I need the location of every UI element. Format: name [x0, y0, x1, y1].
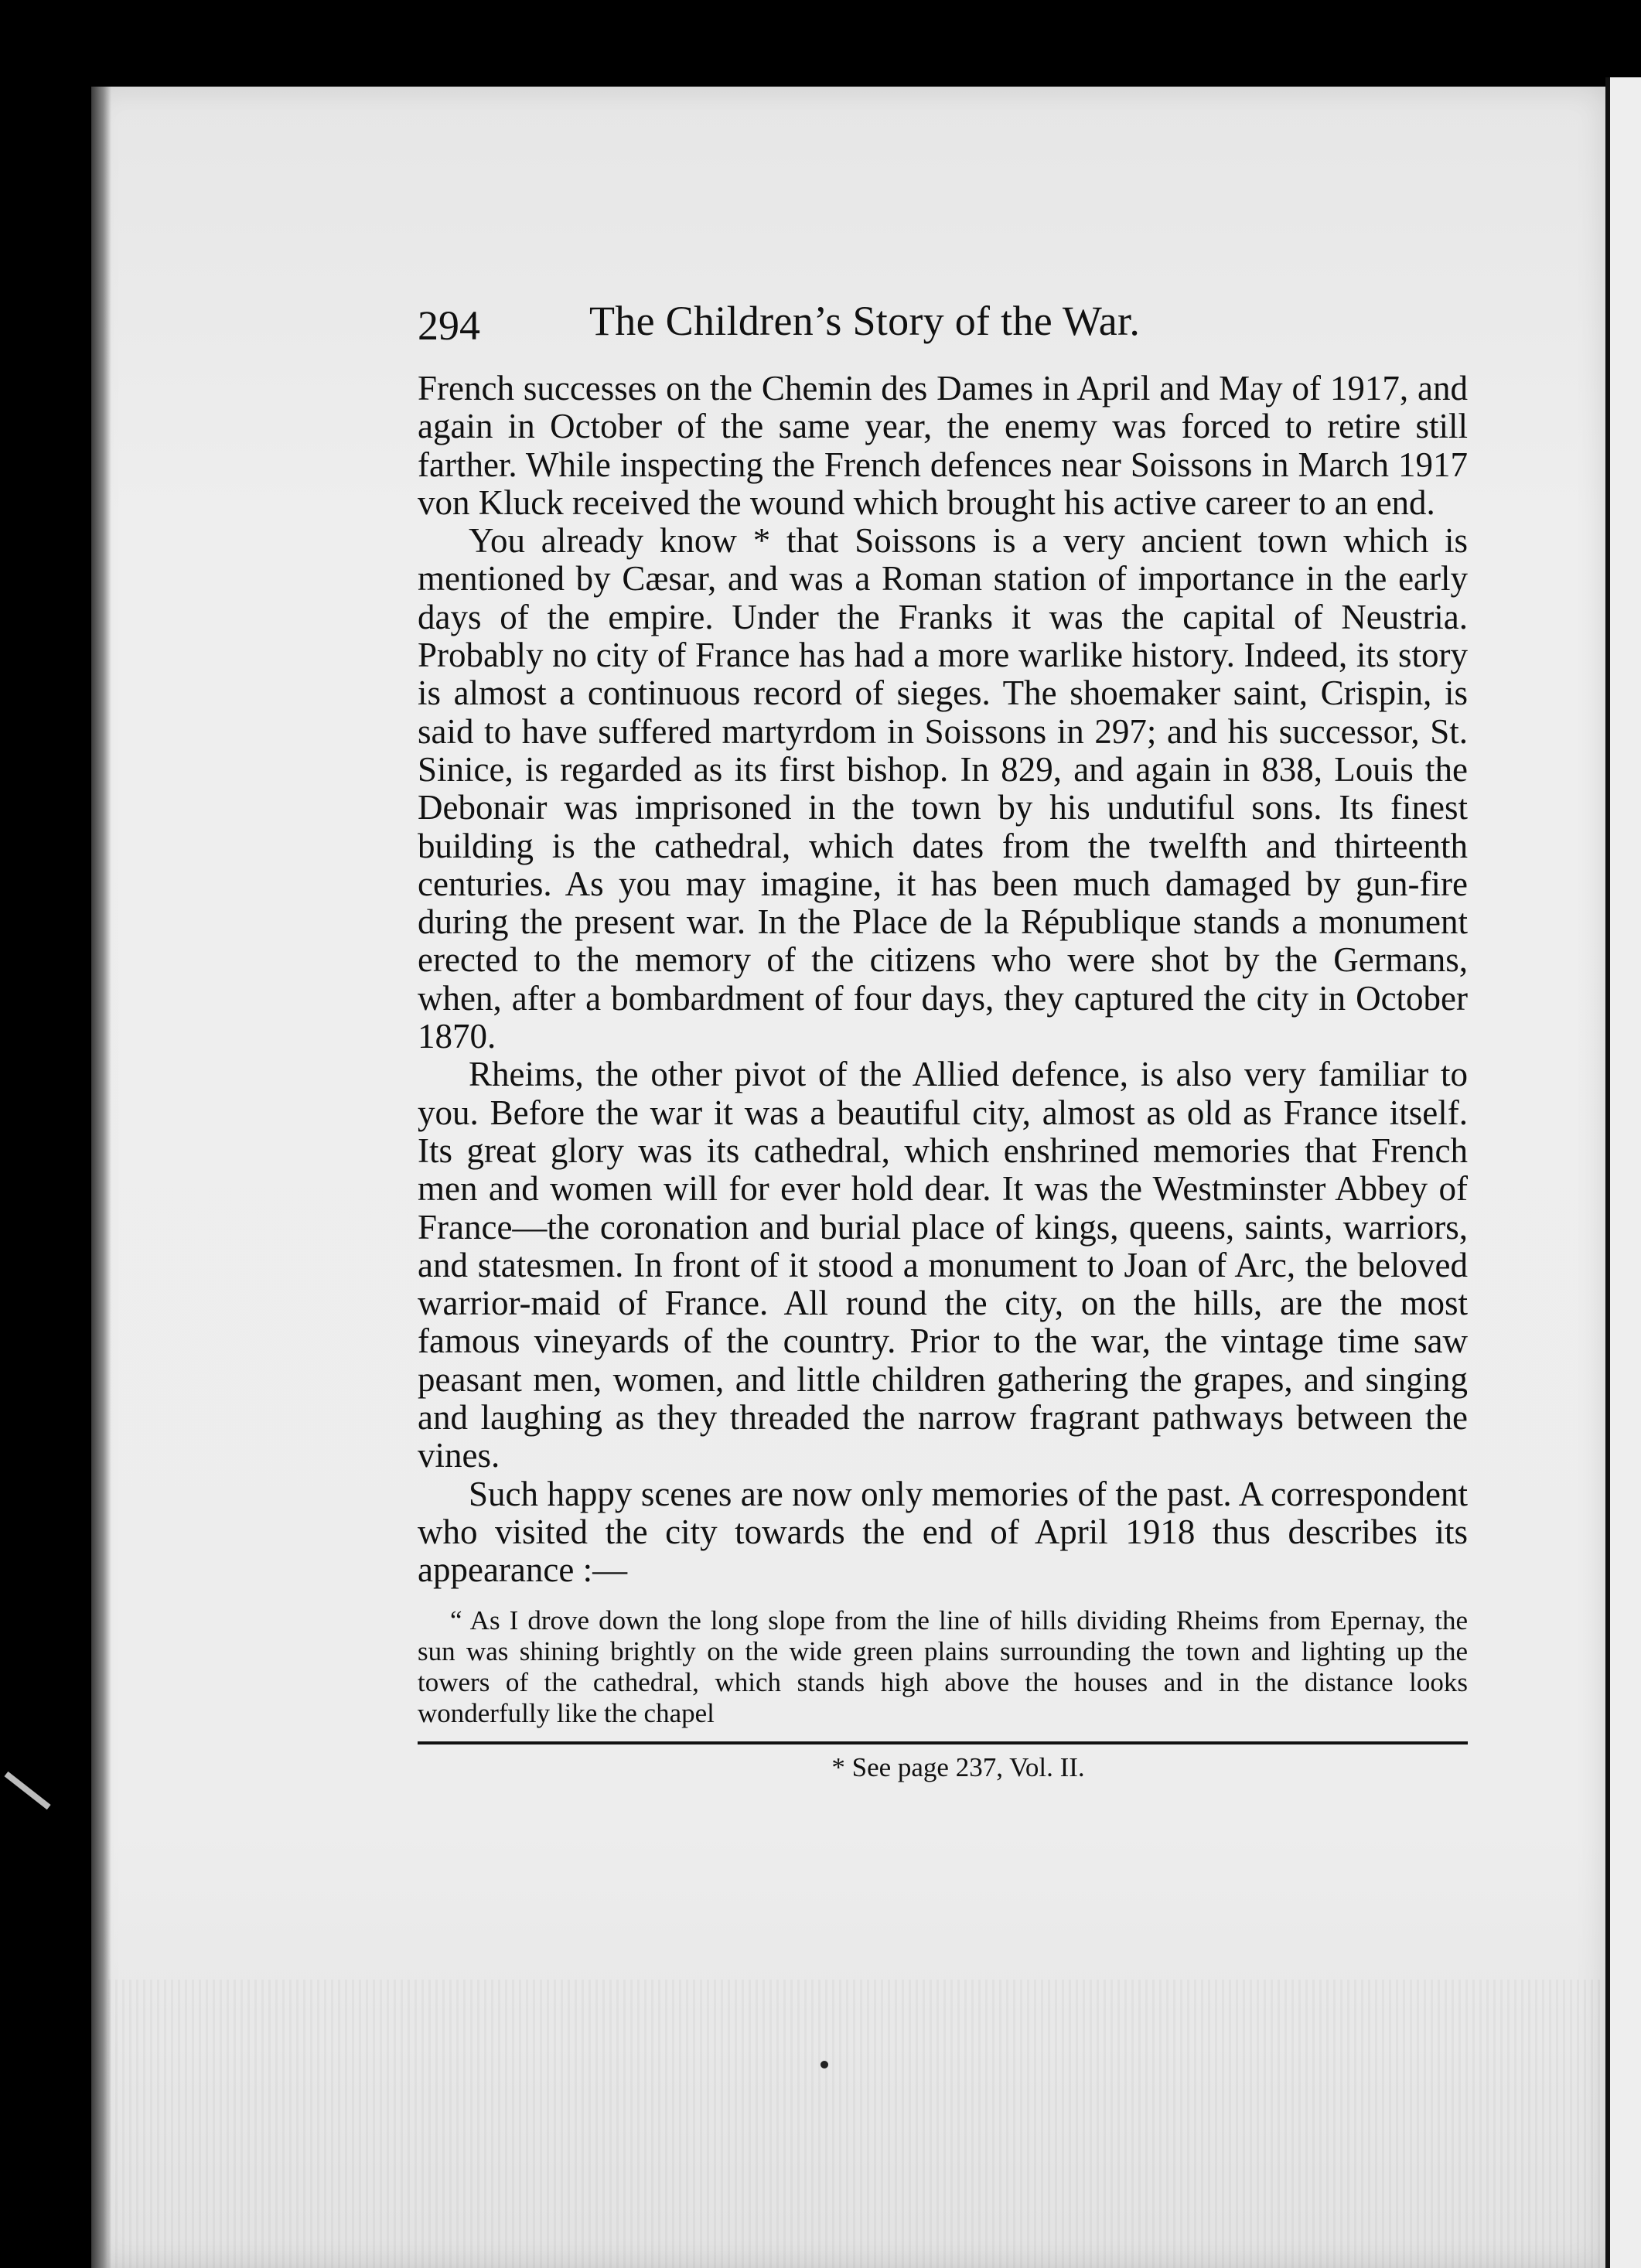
paragraph-rheims: Rheims, the other pivot of the Allied defence, is also very familiar to you. Before the war it was a beautiful city, almost as old as France itself. Its great glory was its cathedral, which enshrined memories that French men and women will for ever hold dear. It was the Westminster Abbey of France—the coronation and burial place of kings, queens, saints, warriors, and statesmen. In front of it stood a monument to Joan of Arc, the beloved warrior-maid of France. All round the city, on the hills, are the most famous vineyards of the country. Prior to the war, the vintage time saw peasant men, women, and little children gathering the grapes, and singing and laughing as they threaded the narrow fragrant pathways between the vines. — [418, 1055, 1468, 1475]
scan-artifact-mark — [5, 1772, 51, 1809]
ink-speck — [820, 2061, 828, 2068]
footnote-divider — [418, 1741, 1468, 1744]
paragraph-correspondent: Such happy scenes are now only memories of the past. A correspondent who visited the city towards the end of April 1918 thus describes its appearance :— — [418, 1474, 1468, 1590]
page-binding-shadow — [91, 87, 111, 2268]
paragraph-continuation: French successes on the Chemin des Dames in April and May of 1917, and again in October of the same year, the enemy was forced to retire still farther. While inspecting the French defences near Soissons in March 1917 von Kluck received the wound which brought his active career to an end. — [418, 369, 1468, 522]
running-title: The Children’s Story of the War. — [589, 298, 1141, 344]
paragraph-soissons: You already know * that Soissons is a very ancient town which is mentioned by Cæsar, and was a Roman station of importance in the early days of the empire. Under the Franks it was the capital of Neustria. Probably no city of France has had a more warlike history. Indeed, its story is almost a continuous record of sieges. The shoemaker saint, Crispin, is said to have suffered martyrdom in Soissons in 297; and his successor, St. Sinice, is regarded as its first bishop. In 829, and again in 838, Louis the Debonair was imprisoned in the town by his undutiful sons. Its finest building is the cathedral, which dates from the twelfth and thirteenth centuries. As you may imagine, it has been much damaged by gun-fire during the present war. In the Place de la République stands a monument erected to the memory of the citizens who were shot by the Germans, when, after a bombardment of four days, they captured the city in October 1870. — [418, 521, 1468, 1056]
quoted-passage: “ As I drove down the long slope from the line of hills dividing Rheims from Epernay, the sun was shining brightly on the wide green plains surrounding the town and lighting up the towers of the cathedral, which stands high above the houses and in the distance looks wonderfully like the chapel — [418, 1605, 1468, 1728]
adjacent-page-edge — [1605, 77, 1641, 2268]
page-text — [418, 297, 1468, 1783]
paper-texture — [108, 1980, 1601, 2268]
page-number: 294 — [418, 302, 480, 349]
running-head — [418, 297, 1468, 359]
footnote: * See page 237, Vol. II. — [831, 1751, 1085, 1782]
